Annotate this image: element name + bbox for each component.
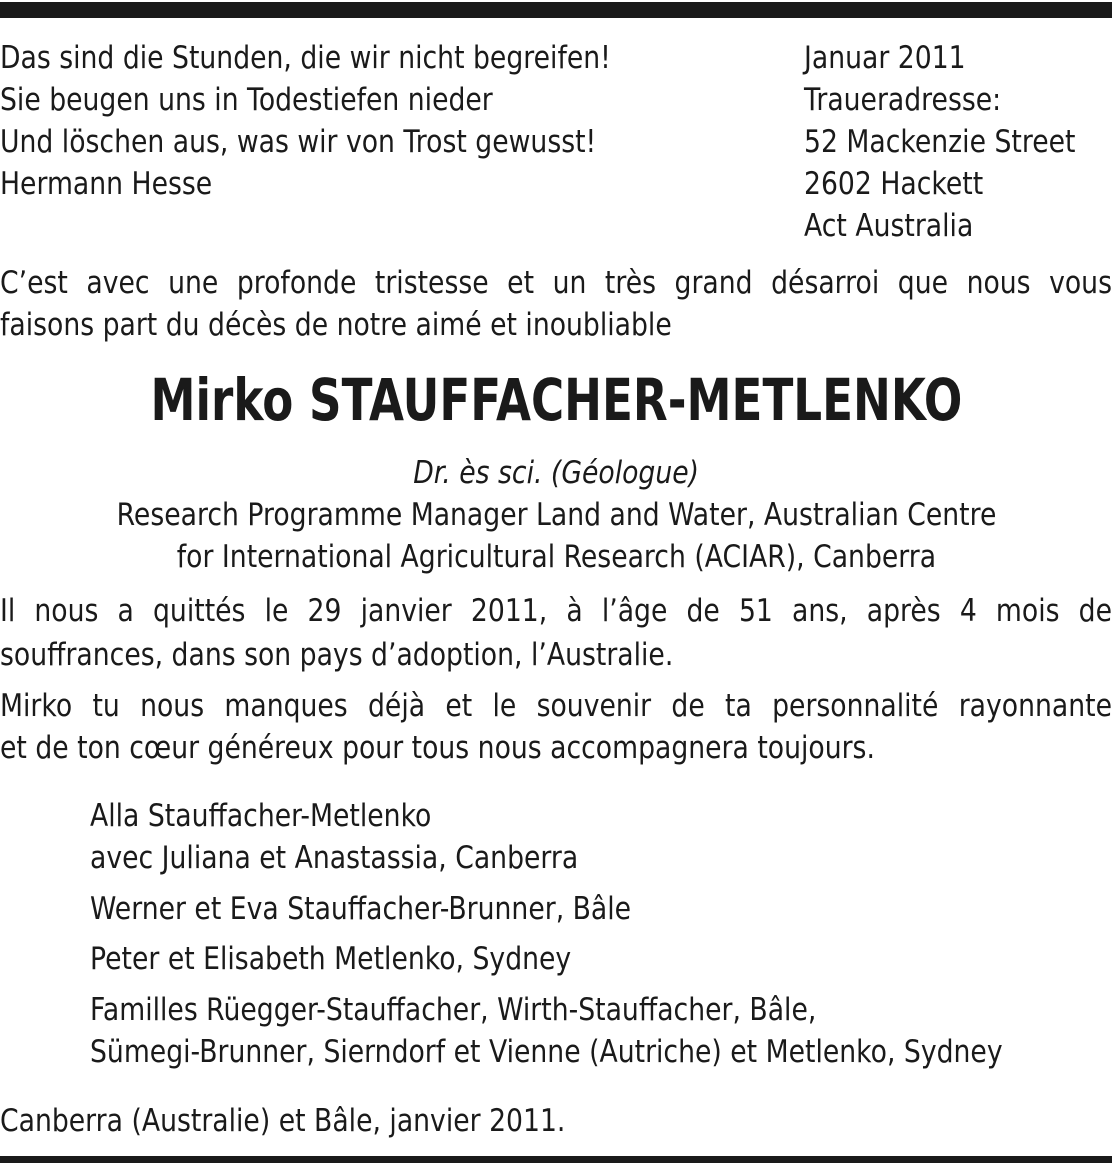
- address-country: Act Australia: [804, 208, 974, 244]
- family-line: Werner et Eva Stauffacher-Brunner, Bâle: [90, 891, 632, 927]
- deceased-name-text: Mirko STAUFFACHER-METLENKO: [150, 366, 962, 434]
- family-group-4: [90, 989, 1003, 1073]
- address-street: 52 Mackenzie Street: [804, 124, 1076, 160]
- tribute-line-1: Mirko tu nous manques déjà et le souvenir de ta personnalité rayonnante: [0, 688, 1112, 724]
- family-group-3: [90, 938, 571, 980]
- intro-line-1: C’est avec une profonde tristesse et un très grand désarroi que nous vous: [0, 265, 1112, 301]
- family-line: Peter et Elisabeth Metlenko, Sydney: [90, 941, 572, 977]
- family-line: Familles Rüegger-Stauffacher, Wirth-Stauffacher, Bâle,: [90, 992, 817, 1028]
- closing-place-date: Canberra (Australie) et Bâle, janvier 2011.: [0, 1103, 566, 1139]
- top-border-rule: [0, 2, 1112, 18]
- poem-author: Hermann Hesse: [0, 166, 213, 202]
- deceased-name: [0, 364, 1112, 436]
- tribute-line-2: et de ton cœur généreux pour tous nous accompagnera toujours.: [0, 730, 875, 766]
- death-notice-line-2: souffrances, dans son pays d’adoption, l’Australie.: [0, 637, 674, 673]
- death-notice-line-1: Il nous a quittés le 29 janvier 2011, à l’âge de 51 ans, après 4 mois de: [0, 593, 1112, 629]
- poem-line: Das sind die Stunden, die wir nicht begreifen!: [0, 40, 611, 76]
- family-group-1: [90, 795, 578, 879]
- family-line: avec Juliana et Anastassia, Canberra: [90, 840, 579, 876]
- hesse-poem: [0, 37, 611, 205]
- position-text-1: Research Programme Manager Land and Water, Australian Centre: [116, 497, 996, 533]
- family-line: Alla Stauffacher-Metlenko: [90, 798, 432, 834]
- family-line: Sümegi-Brunner, Sierndorf et Vienne (Autriche) et Metlenko, Sydney: [90, 1034, 1003, 1070]
- poem-line: Und löschen aus, was wir von Trost gewusst!: [0, 124, 597, 160]
- deceased-title: [0, 452, 1112, 494]
- poem-line: Sie beugen uns in Todestiefen nieder: [0, 82, 493, 118]
- address-date: Januar 2011: [804, 40, 966, 76]
- address-city: 2602 Hackett: [804, 166, 984, 202]
- address-label: Traueradresse:: [804, 82, 1002, 118]
- family-group-2: [90, 888, 631, 930]
- deceased-position-line-2: [0, 536, 1112, 578]
- position-text-2: for International Agricultural Research (ACIAR), Canberra: [176, 539, 936, 575]
- mourning-address: [804, 37, 1075, 247]
- bottom-border-rule: [0, 1156, 1112, 1163]
- deceased-position-line-1: [0, 494, 1112, 536]
- deceased-title-text: Dr. ès sci. (Géologue): [413, 455, 699, 491]
- intro-line-2: faisons part du décès de notre aimé et inoubliable: [0, 307, 672, 343]
